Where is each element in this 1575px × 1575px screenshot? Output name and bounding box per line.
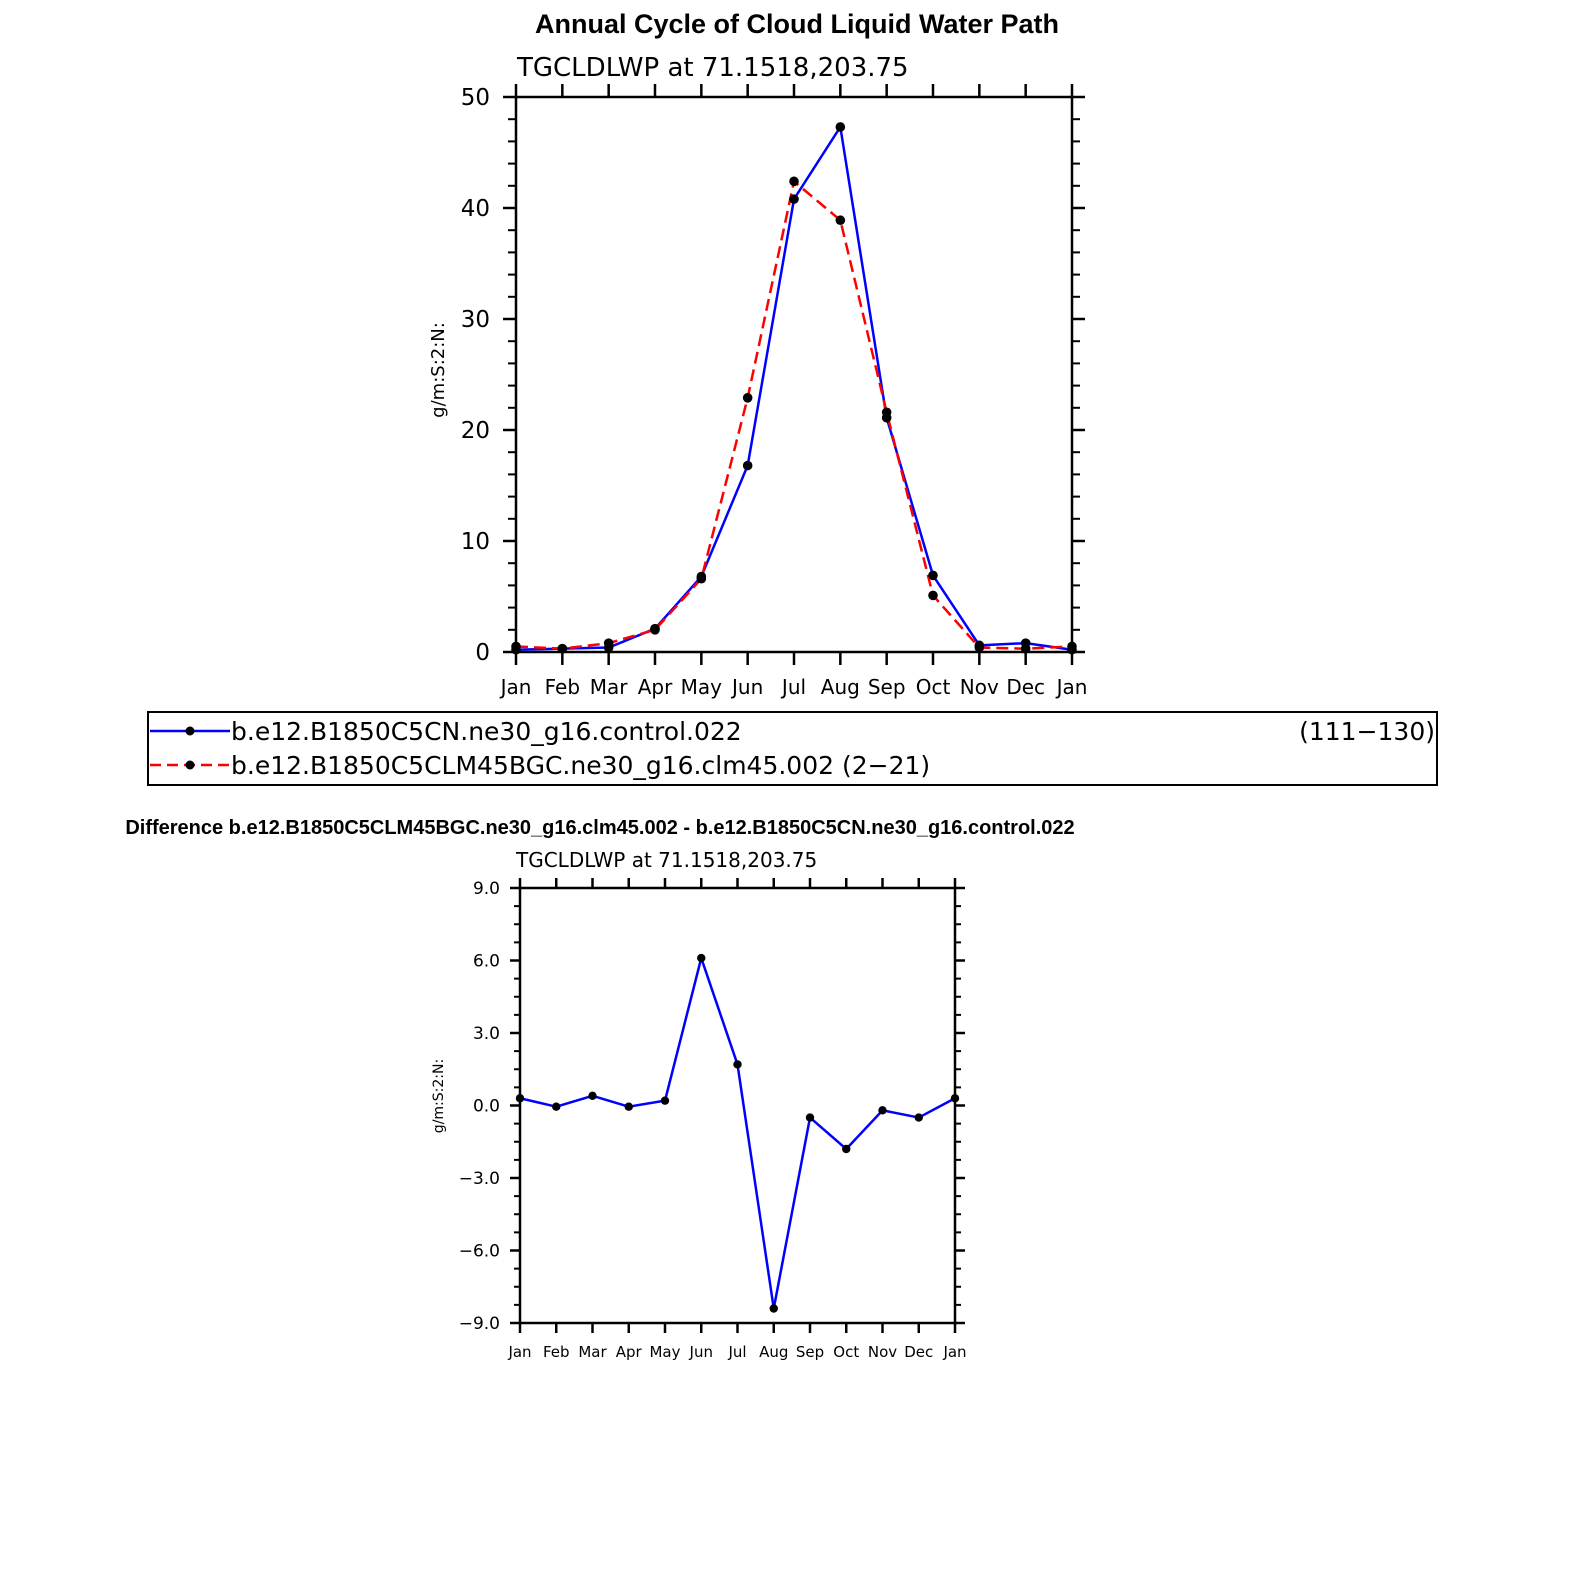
- chart2-title: Difference b.e12.B1850C5CLM45BGC.ne30_g16.clm45.002 - b.e12.B1850C5CN.ne30_g16.control.022: [125, 817, 1075, 839]
- chart1-ylabel: g/m:S:2:N:: [428, 322, 449, 418]
- chart1-xtick-label: Jan: [500, 675, 532, 699]
- chart2-xtick-label: Apr: [615, 1343, 642, 1361]
- chart2-ytick-label: 9.0: [472, 878, 500, 899]
- chart2-ytick-label: 6.0: [472, 951, 500, 972]
- chart2-series-0-point: [661, 1096, 669, 1104]
- chart1-subtitle: TGCLDLWP at 71.1518,203.75: [517, 53, 909, 83]
- chart1-xtick-label: Dec: [1006, 675, 1046, 699]
- chart2-plot: [459, 878, 967, 1361]
- chart1-series-1-point: [697, 574, 707, 584]
- chart1-ytick-label: 30: [460, 307, 490, 334]
- chart2-ytick-label: 3.0: [472, 1023, 500, 1044]
- chart1-series-1-point: [975, 643, 985, 653]
- chart2-ylabel: g/m:S:2:N:: [431, 1058, 447, 1134]
- chart1-ytick-label: 10: [460, 529, 490, 556]
- chart2-xtick-label: Jun: [689, 1343, 713, 1361]
- chart2-series-0-point: [915, 1113, 923, 1121]
- chart2-series-0-point: [806, 1113, 814, 1121]
- chart2-subtitle: TGCLDLWP at 71.1518,203.75: [516, 848, 818, 872]
- chart1-xtick-label: Mar: [589, 675, 628, 699]
- chart1-series-1-point: [1067, 642, 1077, 652]
- chart1-series-1-point: [928, 591, 938, 601]
- chart1-ytick-label: 40: [460, 196, 490, 223]
- chart1-xtick-label: Nov: [959, 675, 999, 699]
- chart2-xtick-label: Feb: [542, 1343, 570, 1361]
- chart1-series-0-point: [789, 194, 799, 204]
- chart1-series-1-point: [558, 644, 568, 654]
- chart1-plot: [461, 84, 1088, 699]
- chart2-xtick-label: Sep: [795, 1343, 825, 1361]
- chart1-xtick-label: Jun: [732, 675, 764, 699]
- chart1-series-1-point: [882, 407, 892, 417]
- chart1-series-1-point: [511, 642, 521, 652]
- chart1-xtick-label: Apr: [637, 675, 673, 699]
- chart2-ytick-label: −6.0: [458, 1241, 500, 1262]
- chart1-xtick-label: Jan: [1056, 675, 1088, 699]
- chart2-series-0-point: [588, 1092, 596, 1100]
- chart2-xtick-label: Dec: [904, 1343, 934, 1361]
- chart1-series-1-point: [836, 215, 846, 225]
- legend-marker-control: [186, 727, 195, 736]
- chart1-series-1-point: [604, 638, 614, 648]
- chart1-ytick-label: 20: [460, 418, 490, 445]
- legend-label-clm45: b.e12.B1850C5CLM45BGC.ne30_g16.clm45.002 (2−21): [231, 751, 931, 780]
- chart1-xtick-label: May: [680, 675, 723, 699]
- chart2-xtick-label: Jan: [508, 1343, 532, 1361]
- legend-years-control: (111−130): [1299, 717, 1435, 746]
- chart1-legend: [148, 712, 1437, 785]
- chart2-series-0-point: [878, 1106, 886, 1114]
- chart1-series-1-point: [650, 625, 660, 635]
- chart2-series-0-point: [625, 1103, 633, 1111]
- chart1-series-0-line: [516, 127, 1072, 650]
- chart2-series-0-point: [733, 1060, 741, 1068]
- chart1-ytick-label: 0: [475, 640, 490, 667]
- chart2-series-0-point: [951, 1094, 959, 1102]
- chart2-xtick-label: Nov: [867, 1343, 898, 1361]
- chart2-xtick-label: Jan: [943, 1343, 967, 1361]
- chart2-series-0-point: [552, 1103, 560, 1111]
- chart2-series-0-point: [770, 1304, 778, 1312]
- chart1-xtick-label: Aug: [820, 675, 860, 699]
- chart2-ytick-label: 0.0: [472, 1096, 500, 1117]
- chart1-series-1-point: [789, 177, 799, 187]
- chart1-xtick-label: Jul: [781, 675, 807, 699]
- legend-marker-clm45: [186, 761, 195, 770]
- chart2-series-0-point: [516, 1094, 524, 1102]
- chart2-xtick-label: Jul: [728, 1343, 747, 1361]
- chart1-xtick-label: Feb: [544, 675, 581, 699]
- chart1-series-0-point: [836, 122, 846, 132]
- legend-label-control: b.e12.B1850C5CN.ne30_g16.control.022: [231, 717, 742, 746]
- chart1-series-1-point: [1021, 644, 1031, 654]
- chart2-frame: [520, 888, 955, 1323]
- chart1-xtick-label: Oct: [915, 675, 951, 699]
- chart2-xtick-label: Oct: [833, 1343, 860, 1361]
- chart2-series-0-point: [842, 1145, 850, 1153]
- chart2-series-0-line: [520, 958, 955, 1308]
- chart1-series-0-point: [928, 571, 938, 581]
- chart2-xtick-label: Aug: [759, 1343, 789, 1361]
- chart2-xtick-label: May: [649, 1343, 681, 1361]
- chart1-ytick-label: 50: [460, 85, 490, 112]
- chart2-series-0-point: [697, 954, 705, 962]
- chart1-series-1-point: [743, 393, 753, 403]
- chart2-ytick-label: −9.0: [458, 1313, 500, 1334]
- chart2-ytick-label: −3.0: [458, 1168, 500, 1189]
- chart1-series-1-line: [516, 181, 1072, 648]
- chart2-xtick-label: Mar: [578, 1343, 607, 1361]
- chart1-series-0-point: [743, 461, 753, 471]
- chart1-xtick-label: Sep: [867, 675, 906, 699]
- chart1-title: Annual Cycle of Cloud Liquid Water Path: [534, 9, 1060, 39]
